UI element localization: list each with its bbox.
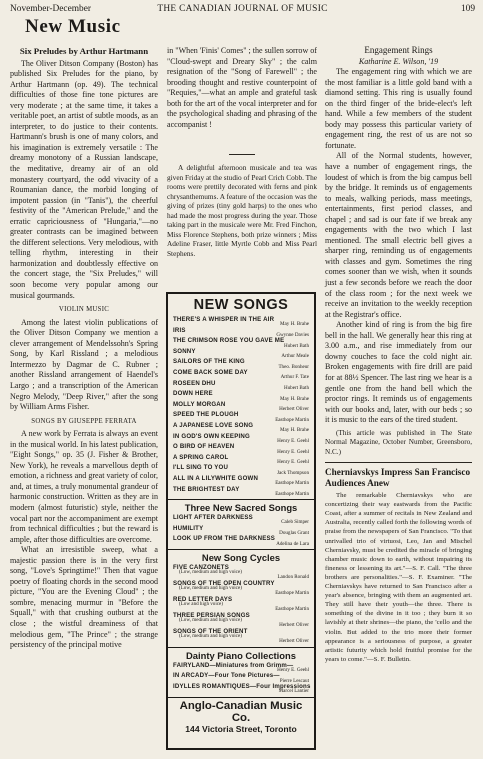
subheading-songs: SONGS BY GIUSEPPE FERRATA <box>31 417 137 425</box>
divider <box>168 647 314 648</box>
section-title: New Music <box>25 16 121 37</box>
song-composer: Herbert Oliver <box>279 406 309 413</box>
paragraph: The Oliver Ditson Company (Boston) has published Six Preludes for the piano, by Arthur Hartmann (op. 49). The technical difficulties of those fine tone pictures are very moderate ; at the same time, it takes a veritable poet, an artist of subtle moods, as an interpreter, to do justice to their contents. Hartmann's brush is one of many colors, and his imagination is extremely versatile : The dreamy monotony of a Russian landscape, the meditative, dreamy air of an old monastery courtyard, the odd vivacity of a Roumanian dance, the morbid longing of impotent passion (in "Tanis"), the cheerful festivity of the "American Prelude," and the erratic capriciousness of "Hungaria,"—no greater contrasts can be imagined between the different selections. Very melodious, with telling rhythm, interesting in their harmonization and doubtlessly effective on the concert stage, the "Six Preludes," will soon become very popular among our musical gourmands. <box>10 58 158 300</box>
song-composer: May H. Brahe <box>280 321 309 328</box>
song-entry <box>173 327 309 338</box>
song-entry <box>173 411 309 422</box>
song-composer: Theo. Bonheur <box>278 363 309 370</box>
song-title: HUMILITY <box>173 524 204 532</box>
song-title: A JAPANESE LOVE SONG <box>173 421 254 429</box>
song-composer: Henry E. Geehl <box>277 437 309 444</box>
voice-note: (Low and high voice) <box>179 601 223 608</box>
paragraph: The remarkable Cherniavskys who are concertizing their way eastwards from the Pacific Coast, after a summer of recitals in New Zealand and Australia, recently called forth the following words of praise from the newspapers of San Francisco. "To that unrivalled trio of virtuosi, Leo, Jan and Mischel Cherniavsky, must be credited the miracle of bringing chamber music down to earth, without impairing its fineness or lessening its art."—S. F. Call. "The three brothers are personalities."—S. F. Examiner. "The Cherniavskys have returned to San Francisco after a year's absence, bringing with them an augmented art. They still have their youth—the three. There is something of the divine in it too ; they burn it so lavishly at their shrines—the piano, the 'cello and the violin. But added to the trio more their former appearance is a seriousness of purpose, a greater artistic futurity which hold fruitful promise for the years to come."—S. F. Bulletin. <box>325 492 472 663</box>
song-entry <box>173 525 309 536</box>
song-entry <box>173 564 309 580</box>
song-title: IRIS <box>173 326 186 334</box>
article-heading: Cherniavskys Impress San Francisco Audiences Anew <box>325 466 471 488</box>
column-left <box>10 46 158 651</box>
song-composer: Marcel Lantier <box>278 688 309 695</box>
paragraph: A new work by Ferrata is always an event in the musical world. In his latest publication, "Eight Songs," op. 35 (J. Fisher & Brother, New York), he reveals a marvellous depth of emotion, a richness and great variety of color, and, at times, a truly monumental grandeur of harmonic construction. Written as they are in modern (almost futuristic) style, neither the vocal part nor the accompaniment are exempt from technical difficulties ; but the reward is ample, after those difficulties are overcome. <box>10 429 158 544</box>
song-entry <box>173 672 309 683</box>
song-entry <box>173 369 309 380</box>
song-composer: Henry E. Geehl <box>277 459 309 466</box>
song-title: ALL IN A LILYWHITE GOWN <box>173 474 259 482</box>
song-entry <box>173 422 309 433</box>
song-composer: Hubert Bath <box>283 342 309 349</box>
song-title: IN ARCADY—Four Tone Pictures— <box>173 672 280 680</box>
song-entry <box>173 464 309 475</box>
ad-section-cycles: New Song Cycles <box>201 551 281 563</box>
voice-note: (Low, medium and high voice) <box>179 585 242 592</box>
song-title: SPEED THE PLOUGH <box>173 411 239 419</box>
song-composer: Arthur F. Tate <box>280 374 309 381</box>
song-title: ROSEEN DHU <box>173 379 216 387</box>
paragraph: Among the latest violin publications of the Oliver Ditson Company we mention a clever arrangement of Mendelssohn's Spring Song, by Karl Rissland ; a melodious Intermezzo by Dagmar de C. Rubner ; another Rissland arrangement of Haendel's Largo ; and a transcription of the American Negro Melody, "Deep River," after the song by William Arms Fisher. <box>10 317 158 412</box>
paragraph: in "When 'Finis' Comes" ; the sullen sorrow of "Cloud-swept and Dreary Sky" ; the calm resignation of the "Song of Farewell" ; the brooding thought and restive counterpoint of "Requies,"—what an ample and grateful task both for the art of the vocal interpreter and for the psychological shading and phrasing of the accompanist ! <box>167 46 317 129</box>
song-title: MOLLY MORGAN <box>173 400 226 408</box>
song-composer: Landon Ronald <box>277 574 309 581</box>
song-entry <box>173 358 309 369</box>
song-title: FAIRYLAND—Miniatures from Grimm— <box>173 661 294 669</box>
article-title: Engagement Rings <box>364 45 433 55</box>
song-entry <box>173 337 309 348</box>
song-composer: Easthope Martin <box>275 606 309 613</box>
cycles-list <box>173 564 309 644</box>
column-middle <box>167 46 317 258</box>
song-title: IDYLLES ROMANTIQUES—Four Impressions <box>173 683 311 691</box>
song-entry <box>173 683 309 694</box>
divider <box>229 154 255 155</box>
song-title: LOOK UP FROM THE DARKNESS <box>173 535 276 543</box>
song-title: O BIRD OF HEAVEN <box>173 443 235 451</box>
subheading-violin: VIOLIN MUSIC <box>58 306 110 314</box>
paragraph: Another kind of ring is from the big fire bell in the hall. We generally hear this ring at 3.00 a.m., and rise immediately from our downy couches to face the cold night air. Broken engagements with fire drill are paid for at 88½ Spencer. The last ring we hear is a gentle one from the hand bell which the proctor rings. It reminds us of engagements with our books and, later, with our beds ; so it is music to the ears of the tired student. <box>325 320 472 425</box>
song-title: SONGS OF THE ORIENT <box>173 627 248 635</box>
song-title: DOWN HERE <box>173 390 213 398</box>
song-composer: Adelina de Lara <box>276 540 309 547</box>
divider <box>168 499 314 500</box>
song-title: SONNY <box>173 347 196 355</box>
voice-note: (Low, medium and high voice) <box>179 633 242 640</box>
song-entry <box>173 486 309 497</box>
song-entry <box>173 390 309 401</box>
song-entry <box>173 596 309 612</box>
song-entry <box>173 475 309 486</box>
song-composer: Herbert Oliver <box>279 622 309 629</box>
song-composer: Herbert Oliver <box>279 638 309 645</box>
song-title: SONGS OF THE OPEN COUNTRY <box>173 579 275 587</box>
paragraph: All of the Normal students, however, have a number of engagement rings, the loudest of which is from the big campus bell by the bridge. It reminds us of engagements to meals, walking periods, mass meetings, entertainments, first period classes, and chapel ; and sad is our fate if we break any engagements with the two which I last mentioned. The small electric bell gives a sharper ring, reminding us of engagements with classes and gym. Sometimes the ring comes sooner than we wish, when it sounds just a few seconds before we reach the door of the class room ; for the next week we receive an invitation to the weekly reception at the Registrar's office. <box>325 151 472 319</box>
song-entry <box>173 433 309 444</box>
advertisement-box <box>166 292 316 750</box>
song-entry <box>173 628 309 644</box>
song-entry <box>173 316 309 327</box>
song-composer: Easthope Martin <box>275 416 309 423</box>
piano-list <box>173 662 309 694</box>
song-entry <box>173 443 309 454</box>
song-title: THE BRIGHTEST DAY <box>173 485 240 493</box>
column-right <box>325 45 472 664</box>
page-number: 109 <box>460 4 475 14</box>
song-composer: Henry E. Geehl <box>277 667 309 674</box>
song-title: FIVE CANZONETS <box>173 563 229 571</box>
song-composer: Henry E. Geehl <box>277 448 309 455</box>
ad-section-sacred: Three New Sacred Songs <box>184 502 298 514</box>
song-composer: Easthope Martin <box>275 480 309 487</box>
song-title: RED LETTER DAYS <box>173 595 233 603</box>
song-composer: Gwynne Davies <box>276 331 309 338</box>
song-composer: Jack Thompson <box>276 469 309 476</box>
divider <box>325 462 472 463</box>
song-composer: Hubert Bath <box>283 384 309 391</box>
song-entry <box>173 662 309 673</box>
song-composer: Easthope Martin <box>275 590 309 597</box>
song-entry <box>173 454 309 465</box>
song-entry <box>173 380 309 391</box>
song-entry <box>173 348 309 359</box>
divider <box>168 697 314 698</box>
page-header <box>10 3 475 15</box>
paragraph: A delightful afternoon musicale and tea was given Friday at the studio of Pearl Crich Cobb. The rooms were prettily decorated with ferns and pink chrysanthemums. A feature of the occasion was the giving of prizes (tiny gold harps) to the ones who had made the most progress during the year. Those taking part in the musicale were Mr. Fred Finchon, Miss Florence Stephens, both prize winners ; Miss Adeline Fraser, little Myrtle Cobb and Miss Pearl Stephens. <box>167 163 317 258</box>
song-composer: May H. Brahe <box>280 427 309 434</box>
song-title: IN GOD'S OWN KEEPING <box>173 432 250 440</box>
song-entry <box>173 580 309 596</box>
song-composer: Easthope Martin <box>275 490 309 497</box>
song-entry <box>173 535 309 546</box>
song-title: I'LL SING TO YOU <box>173 464 229 472</box>
song-entry <box>173 514 309 525</box>
ad-section-piano: Dainty Piano Collections <box>186 649 296 661</box>
song-title: COME BACK SOME DAY <box>173 368 248 376</box>
song-composer: Douglas Grant <box>279 530 309 537</box>
article-subtitle: Six Preludes by Arthur Hartmann <box>19 46 149 56</box>
song-composer: Pierre Lescaut <box>279 677 309 684</box>
divider <box>168 549 314 550</box>
song-title: THREE PERSIAN SONGS <box>173 611 250 619</box>
song-title: THE CRIMSON ROSE YOU GAVE ME <box>173 337 285 345</box>
song-title: A SPRING CAROL <box>173 453 229 461</box>
journal-title: THE CANADIAN JOURNAL OF MUSIC <box>157 4 328 14</box>
company-address: 144 Victoria Street, Toronto <box>185 723 297 734</box>
paragraph: The engagement ring with which we are the most familiar is a little gold band with a diamond setting. This ring is usually found on the third finger of the bride-elect's left hand. While a few members of the student body may possess this particular variety of engagement ring, the rest of us are not so fortunate. <box>325 67 472 150</box>
song-composer: Arthur Meale <box>281 353 309 360</box>
song-title: THERE'S A WHISPER IN THE AIR <box>173 316 275 323</box>
song-entry <box>173 401 309 412</box>
article-author: Katharine E. Wilson, '19 <box>358 56 439 66</box>
publication-note: (This article was published in The State Normal Magazine, October Number, Greensboro, N.C.) <box>325 428 472 456</box>
song-composer: May H. Brahe <box>280 395 309 402</box>
song-entry <box>173 612 309 628</box>
voice-note: (Low, medium and high voice) <box>179 569 242 576</box>
voice-note: (Low, medium and high voice) <box>179 617 242 624</box>
song-title: SAILORS OF THE KING <box>173 358 245 366</box>
company-name: Anglo-Canadian Music Co. <box>179 699 303 724</box>
song-title: LIGHT AFTER DARKNESS <box>173 514 253 522</box>
paragraph: What an irresistible sweep, what a majestic passion there is in the very first song, "Love's Springtime!" Then that vague poetry of floating chords in the second mood picture, "You are the Evening Cloud" ; the sombre, menacing murmur in "Before the Squall," with that crushing outburst at the close ; the wistful dreaminess of that melodious gem, "The Prince" ; the strange persistency of the principal motive <box>10 545 158 650</box>
ad-title: NEW SONGS <box>193 297 289 313</box>
sacred-list <box>173 514 309 546</box>
header-date: November-December <box>10 4 92 14</box>
song-composer: Caleb Simper <box>281 519 309 526</box>
song-list <box>173 316 309 496</box>
